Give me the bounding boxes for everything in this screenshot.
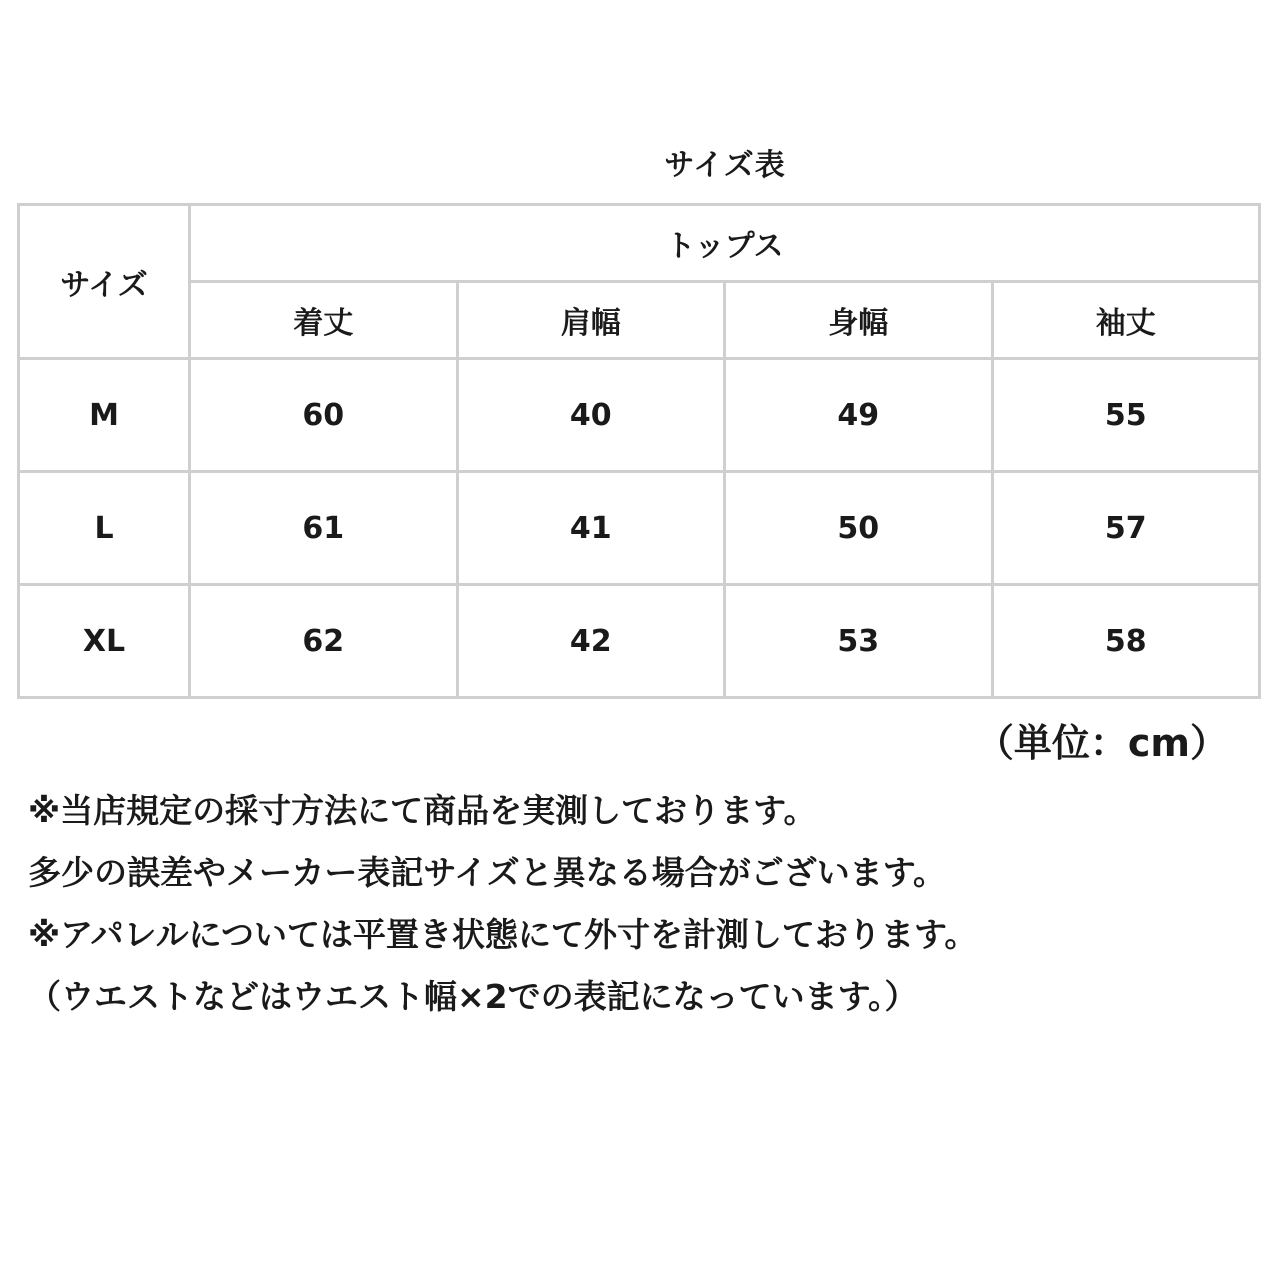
table-subheader-row [19,282,1260,359]
table-cell: 60 [190,359,458,472]
column-header-length: 着丈 [190,282,458,359]
table-cell: 41 [457,472,725,585]
notes [28,780,1258,1028]
table-header-row [19,205,1260,282]
note-line: ※アパレルについては平置き状態にて外寸を計測しております。 [28,915,978,954]
page-title: サイズ表 [664,148,786,183]
note-line: 多少の誤差やメーカー表記サイズと異なる場合がございます。 [28,853,947,892]
size-column-header: サイズ [19,205,190,359]
table-cell: 55 [992,359,1260,472]
column-header-width: 身幅 [725,282,993,359]
table-cell: 49 [725,359,993,472]
tops-group-header: トップス [190,205,1260,282]
row-size-label: M [19,359,190,472]
table-cell: 50 [725,472,993,585]
table-row [19,585,1260,698]
row-size-label: XL [19,585,190,698]
table-cell: 53 [725,585,993,698]
unit-label: （単位：cm） [975,721,1228,765]
table-row [19,472,1260,585]
column-header-shoulder: 肩幅 [457,282,725,359]
table-cell: 61 [190,472,458,585]
note-line: ※当店規定の採寸方法にて商品を実測しております。 [28,791,817,830]
table-cell: 42 [457,585,725,698]
table-cell: 40 [457,359,725,472]
row-size-label: L [19,472,190,585]
table-cell: 58 [992,585,1260,698]
table-cell: 62 [190,585,458,698]
table-cell: 57 [992,472,1260,585]
note-line: （ウエストなどはウエスト幅×2での表記になっています。） [28,977,918,1016]
size-table [17,203,1261,699]
table-row [19,359,1260,472]
column-header-sleeve: 袖丈 [992,282,1260,359]
